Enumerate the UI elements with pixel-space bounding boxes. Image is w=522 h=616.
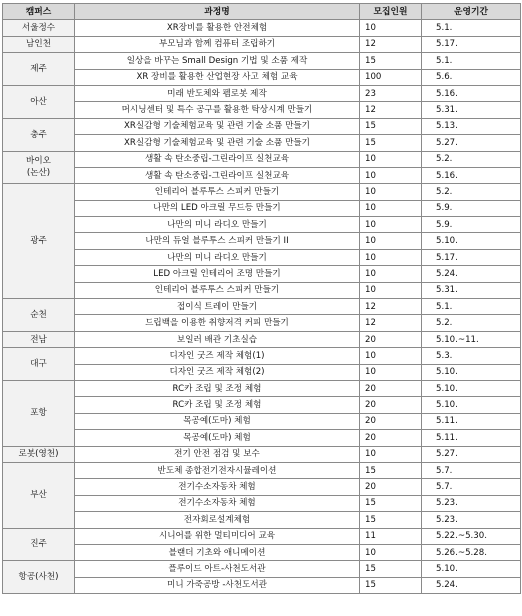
period-cell: 5.10. bbox=[422, 380, 521, 396]
table-row bbox=[3, 36, 521, 52]
period-cell: 5.2. bbox=[422, 315, 521, 331]
table-row bbox=[3, 380, 521, 396]
period-cell: 5.16. bbox=[422, 167, 521, 183]
period-cell: 5.9. bbox=[422, 217, 521, 233]
course-cell: 부모님과 함께 컴퓨터 조립하기 bbox=[75, 36, 360, 52]
period-cell: 5.2. bbox=[422, 151, 521, 167]
course-cell: 디자인 굿즈 제작 체험(2) bbox=[75, 364, 360, 380]
count-cell: 12 bbox=[360, 36, 422, 52]
period-cell: 5.24. bbox=[422, 577, 521, 593]
count-cell: 15 bbox=[360, 135, 422, 151]
count-cell: 10 bbox=[360, 348, 422, 364]
campus-cell: 광주 bbox=[3, 184, 75, 299]
count-cell: 15 bbox=[360, 118, 422, 134]
table-row bbox=[3, 544, 521, 560]
course-cell: 플루이드 아트-사천도서관 bbox=[75, 561, 360, 577]
course-cell: 전기수소자동차 체험 bbox=[75, 479, 360, 495]
campus-cell: 바이오 (논산) bbox=[3, 151, 75, 184]
count-cell: 12 bbox=[360, 299, 422, 315]
course-cell: 생활 속 탄소중립-그린라이프 실천교육 bbox=[75, 151, 360, 167]
campus-cell: 전남 bbox=[3, 331, 75, 347]
table-row bbox=[3, 249, 521, 265]
course-cell: 나만의 LED 아크릴 무드등 만들기 bbox=[75, 200, 360, 216]
table-row bbox=[3, 413, 521, 429]
table-row bbox=[3, 331, 521, 347]
count-cell: 20 bbox=[360, 479, 422, 495]
course-cell: RC카 조립 및 조정 체험 bbox=[75, 380, 360, 396]
course-cell: 나만의 미니 라디오 만들기 bbox=[75, 217, 360, 233]
header-count: 모집인원 bbox=[360, 4, 422, 20]
table-row bbox=[3, 315, 521, 331]
period-cell: 5.23. bbox=[422, 495, 521, 511]
period-cell: 5.31. bbox=[422, 102, 521, 118]
period-cell: 5.11. bbox=[422, 430, 521, 446]
table-row bbox=[3, 118, 521, 134]
count-cell: 10 bbox=[360, 446, 422, 462]
table-row bbox=[3, 69, 521, 85]
count-cell: 15 bbox=[360, 53, 422, 69]
table-row bbox=[3, 446, 521, 462]
count-cell: 15 bbox=[360, 462, 422, 478]
campus-cell: 진주 bbox=[3, 528, 75, 561]
table-row bbox=[3, 462, 521, 478]
course-cell: 전기 안전 점검 및 보수 bbox=[75, 446, 360, 462]
campus-cell: 충주 bbox=[3, 118, 75, 151]
table-row bbox=[3, 200, 521, 216]
campus-cell: 부산 bbox=[3, 462, 75, 528]
program-table-container bbox=[2, 3, 521, 594]
header-row bbox=[3, 4, 521, 20]
count-cell: 10 bbox=[360, 233, 422, 249]
table-row bbox=[3, 397, 521, 413]
table-row bbox=[3, 495, 521, 511]
period-cell: 5.3. bbox=[422, 348, 521, 364]
period-cell: 5.10. bbox=[422, 397, 521, 413]
count-cell: 20 bbox=[360, 331, 422, 347]
period-cell: 5.31. bbox=[422, 282, 521, 298]
table-row bbox=[3, 430, 521, 446]
course-cell: XR 장비를 활용한 산업현장 사고 체험 교육 bbox=[75, 69, 360, 85]
campus-cell: 포항 bbox=[3, 380, 75, 446]
table-row bbox=[3, 233, 521, 249]
table-row bbox=[3, 151, 521, 167]
header-course: 과정명 bbox=[75, 4, 360, 20]
period-cell: 5.22.~5.30. bbox=[422, 528, 521, 544]
count-cell: 20 bbox=[360, 380, 422, 396]
course-cell: XR실감형 기술체험교육 및 관련 기술 소품 만들기 bbox=[75, 118, 360, 134]
table-row bbox=[3, 577, 521, 593]
count-cell: 12 bbox=[360, 315, 422, 331]
table-row bbox=[3, 348, 521, 364]
count-cell: 20 bbox=[360, 397, 422, 413]
period-cell: 5.11. bbox=[422, 413, 521, 429]
course-cell: 생활 속 탄소중립-그린라이프 실천교육 bbox=[75, 167, 360, 183]
period-cell: 5.10. bbox=[422, 233, 521, 249]
period-cell: 5.1. bbox=[422, 299, 521, 315]
period-cell: 5.9. bbox=[422, 200, 521, 216]
period-cell: 5.6. bbox=[422, 69, 521, 85]
table-row bbox=[3, 282, 521, 298]
period-cell: 5.16. bbox=[422, 85, 521, 101]
table-row bbox=[3, 528, 521, 544]
count-cell: 23 bbox=[360, 85, 422, 101]
course-cell: 목공예(도마) 체험 bbox=[75, 413, 360, 429]
count-cell: 12 bbox=[360, 102, 422, 118]
period-cell: 5.23. bbox=[422, 512, 521, 528]
course-cell: RC카 조립 및 조정 체험 bbox=[75, 397, 360, 413]
table-row bbox=[3, 512, 521, 528]
course-cell: 접이식 트레이 만들기 bbox=[75, 299, 360, 315]
period-cell: 5.1. bbox=[422, 20, 521, 36]
campus-cell: 서울정수 bbox=[3, 20, 75, 36]
campus-cell: 남인천 bbox=[3, 36, 75, 52]
course-cell: XR실감형 기술체험교육 및 관련 기술 소품 만들기 bbox=[75, 135, 360, 151]
count-cell: 20 bbox=[360, 413, 422, 429]
period-cell: 5.2. bbox=[422, 184, 521, 200]
count-cell: 10 bbox=[360, 167, 422, 183]
course-cell: 시니어를 위한 멀티미디어 교육 bbox=[75, 528, 360, 544]
period-cell: 5.24. bbox=[422, 266, 521, 282]
course-cell: 보일러 배관 기초실습 bbox=[75, 331, 360, 347]
campus-cell: 항공(사천) bbox=[3, 561, 75, 594]
header-period: 운영기간 bbox=[422, 4, 521, 20]
period-cell: 5.13. bbox=[422, 118, 521, 134]
course-cell: 디자인 굿즈 제작 체험(1) bbox=[75, 348, 360, 364]
count-cell: 20 bbox=[360, 430, 422, 446]
course-cell: 반도체 종합전기전자시뮬레이션 bbox=[75, 462, 360, 478]
course-cell: 미래 반도체와 펨로봇 제작 bbox=[75, 85, 360, 101]
header-campus: 캠퍼스 bbox=[3, 4, 75, 20]
period-cell: 5.17. bbox=[422, 36, 521, 52]
count-cell: 10 bbox=[360, 282, 422, 298]
course-cell: 머시닝센터 및 특수 공구를 활용한 탁상시계 만들기 bbox=[75, 102, 360, 118]
table-row bbox=[3, 167, 521, 183]
table-row bbox=[3, 20, 521, 36]
table-row bbox=[3, 85, 521, 101]
count-cell: 10 bbox=[360, 249, 422, 265]
count-cell: 10 bbox=[360, 544, 422, 560]
count-cell: 10 bbox=[360, 184, 422, 200]
period-cell: 5.10. bbox=[422, 561, 521, 577]
campus-cell: 순천 bbox=[3, 299, 75, 332]
course-cell: 미니 가죽공방 -사천도서관 bbox=[75, 577, 360, 593]
table-row bbox=[3, 184, 521, 200]
table-header bbox=[3, 4, 521, 20]
table-body bbox=[3, 20, 521, 594]
count-cell: 10 bbox=[360, 200, 422, 216]
count-cell: 15 bbox=[360, 561, 422, 577]
table-row bbox=[3, 53, 521, 69]
count-cell: 15 bbox=[360, 577, 422, 593]
count-cell: 10 bbox=[360, 364, 422, 380]
course-cell: LED 아크릴 인테리어 조명 만들기 bbox=[75, 266, 360, 282]
count-cell: 10 bbox=[360, 151, 422, 167]
table-row bbox=[3, 299, 521, 315]
course-cell: XR장비를 활용한 안전체험 bbox=[75, 20, 360, 36]
count-cell: 10 bbox=[360, 217, 422, 233]
period-cell: 5.17. bbox=[422, 249, 521, 265]
course-cell: 나만의 듀얼 블루투스 스피커 만들기 II bbox=[75, 233, 360, 249]
count-cell: 100 bbox=[360, 69, 422, 85]
course-cell: 일상을 바꾸는 Small Design 기법 및 소품 제작 bbox=[75, 53, 360, 69]
period-cell: 5.10.~11. bbox=[422, 331, 521, 347]
count-cell: 15 bbox=[360, 512, 422, 528]
period-cell: 5.10. bbox=[422, 364, 521, 380]
table-row bbox=[3, 135, 521, 151]
campus-cell: 로봇(영천) bbox=[3, 446, 75, 462]
course-cell: 전자회로설계체험 bbox=[75, 512, 360, 528]
table-row bbox=[3, 217, 521, 233]
table-row bbox=[3, 266, 521, 282]
table-row bbox=[3, 364, 521, 380]
campus-cell: 제주 bbox=[3, 53, 75, 86]
period-cell: 5.1. bbox=[422, 53, 521, 69]
table-row bbox=[3, 561, 521, 577]
course-cell: 드립백을 이용한 취향저격 커피 만들기 bbox=[75, 315, 360, 331]
count-cell: 15 bbox=[360, 495, 422, 511]
table-row bbox=[3, 102, 521, 118]
program-table bbox=[2, 3, 521, 594]
campus-cell: 아산 bbox=[3, 85, 75, 118]
period-cell: 5.7. bbox=[422, 462, 521, 478]
course-cell: 전기수소자동차 체험 bbox=[75, 495, 360, 511]
period-cell: 5.7. bbox=[422, 479, 521, 495]
course-cell: 나만의 미니 라디오 만들기 bbox=[75, 249, 360, 265]
count-cell: 11 bbox=[360, 528, 422, 544]
campus-cell: 대구 bbox=[3, 348, 75, 381]
course-cell: 인테리어 블루투스 스피커 만들기 bbox=[75, 282, 360, 298]
period-cell: 5.27. bbox=[422, 135, 521, 151]
course-cell: 목공예(도마) 체험 bbox=[75, 430, 360, 446]
period-cell: 5.26.~5.28. bbox=[422, 544, 521, 560]
course-cell: 블랜더 기초와 애니메이션 bbox=[75, 544, 360, 560]
count-cell: 10 bbox=[360, 266, 422, 282]
course-cell: 인테리어 블루투스 스피커 만들기 bbox=[75, 184, 360, 200]
count-cell: 10 bbox=[360, 20, 422, 36]
period-cell: 5.27. bbox=[422, 446, 521, 462]
table-row bbox=[3, 479, 521, 495]
